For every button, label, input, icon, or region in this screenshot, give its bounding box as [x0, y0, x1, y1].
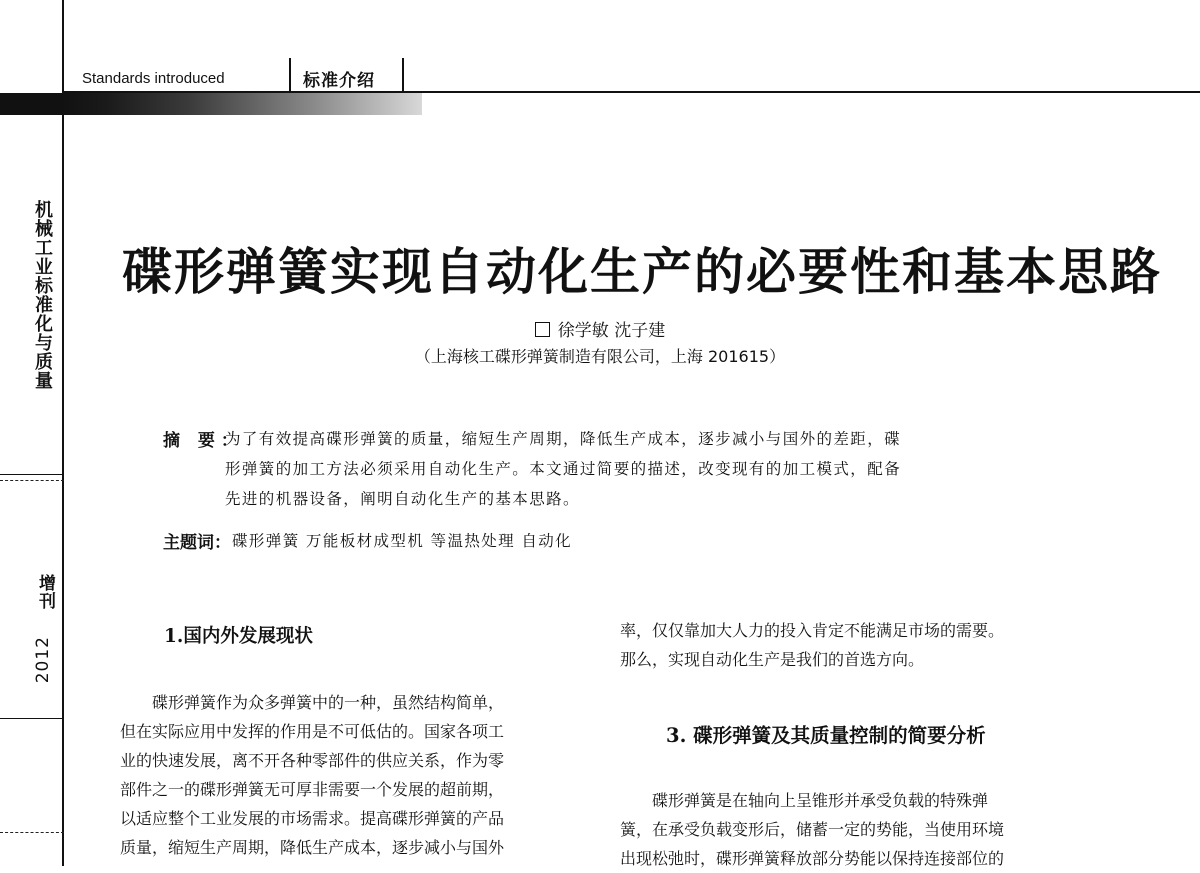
issue-label: 增刊	[35, 574, 55, 610]
side-divider	[0, 480, 64, 482]
body-line: 出现松弛时，碟形弹簧释放部分势能以保持连接部位的	[620, 849, 1005, 868]
header-separator	[289, 58, 291, 92]
body-line: 碟形弹簧作为众多弹簧中的一种，虽然结构简单，	[152, 693, 505, 712]
article-title: 碟形弹簧实现自动化生产的必要性和基本思路	[122, 242, 1162, 301]
side-divider	[0, 474, 64, 476]
authors: 徐学敏 沈子建	[557, 321, 666, 341]
abstract-label: 摘 要：	[163, 431, 244, 451]
body-line: 以适应整个工业发展的市场需求。提高碟形弹簧的产品	[120, 809, 505, 828]
body-line: 碟形弹簧是在轴向上呈锥形并承受负载的特殊弹	[652, 791, 989, 810]
body-line: 但在实际应用中发挥的作用是不可低估的。国家各项工	[120, 722, 505, 741]
header-band	[0, 93, 62, 115]
body-line: 那么，实现自动化生产是我们的首选方向。	[620, 650, 925, 669]
section-heading: 3. 碟形弹簧及其质量控制的简要分析	[666, 724, 986, 747]
author-line	[0, 316, 1200, 341]
section-label-en: Standards introduced	[82, 70, 225, 87]
abstract-line: 先进的机器设备，阐明自动化生产的基本思路。	[225, 490, 580, 508]
issue-year: 2012	[33, 636, 53, 684]
body-line: 簧，在承受负载变形后，储蓄一定的势能，当使用环境	[620, 820, 1005, 839]
body-line: 业的快速发展，离不开各种零部件的供应关系，作为零	[120, 751, 505, 770]
side-divider	[0, 718, 64, 720]
abstract-text	[225, 424, 1075, 514]
abstract-line: 形弹簧的加工方法必须采用自动化生产。本文通过简要的描述，改变现有的加工模式，配备	[225, 460, 902, 478]
abstract-line: 为了有效提高碟形弹簧的质量，缩短生产周期，降低生产成本，逐步减小与国外的差距，碟	[225, 430, 902, 448]
section-heading: 1.国内外发展现状	[164, 626, 313, 647]
keywords-label: 主题词：	[163, 533, 231, 553]
affiliation: （上海核工碟形弹簧制造有限公司，上海 201615）	[414, 347, 786, 366]
body-column-left	[120, 688, 590, 862]
header-gradient-band	[62, 93, 422, 115]
body-column-right	[620, 786, 1090, 873]
body-line: 质量，缩短生产周期，降低生产成本，逐步减小与国外	[120, 838, 505, 857]
body-line: 部件之一的碟形弹簧无可厚非需要一个发展的超前期，	[120, 780, 505, 799]
header-separator	[402, 58, 404, 92]
section-label-cn: 标准介绍	[303, 71, 375, 91]
body-line: 率，仅仅靠加大人力的投入肯定不能满足市场的需要。	[620, 621, 1005, 640]
side-divider	[0, 832, 64, 834]
author-marker-icon	[535, 322, 550, 337]
keywords-text: 碟形弹簧 万能板材成型机 等温热处理 自动化	[232, 532, 573, 550]
body-column-right	[620, 616, 1090, 674]
margin-rule	[62, 0, 64, 866]
journal-name: 机械工业标准化与质量	[32, 200, 53, 390]
